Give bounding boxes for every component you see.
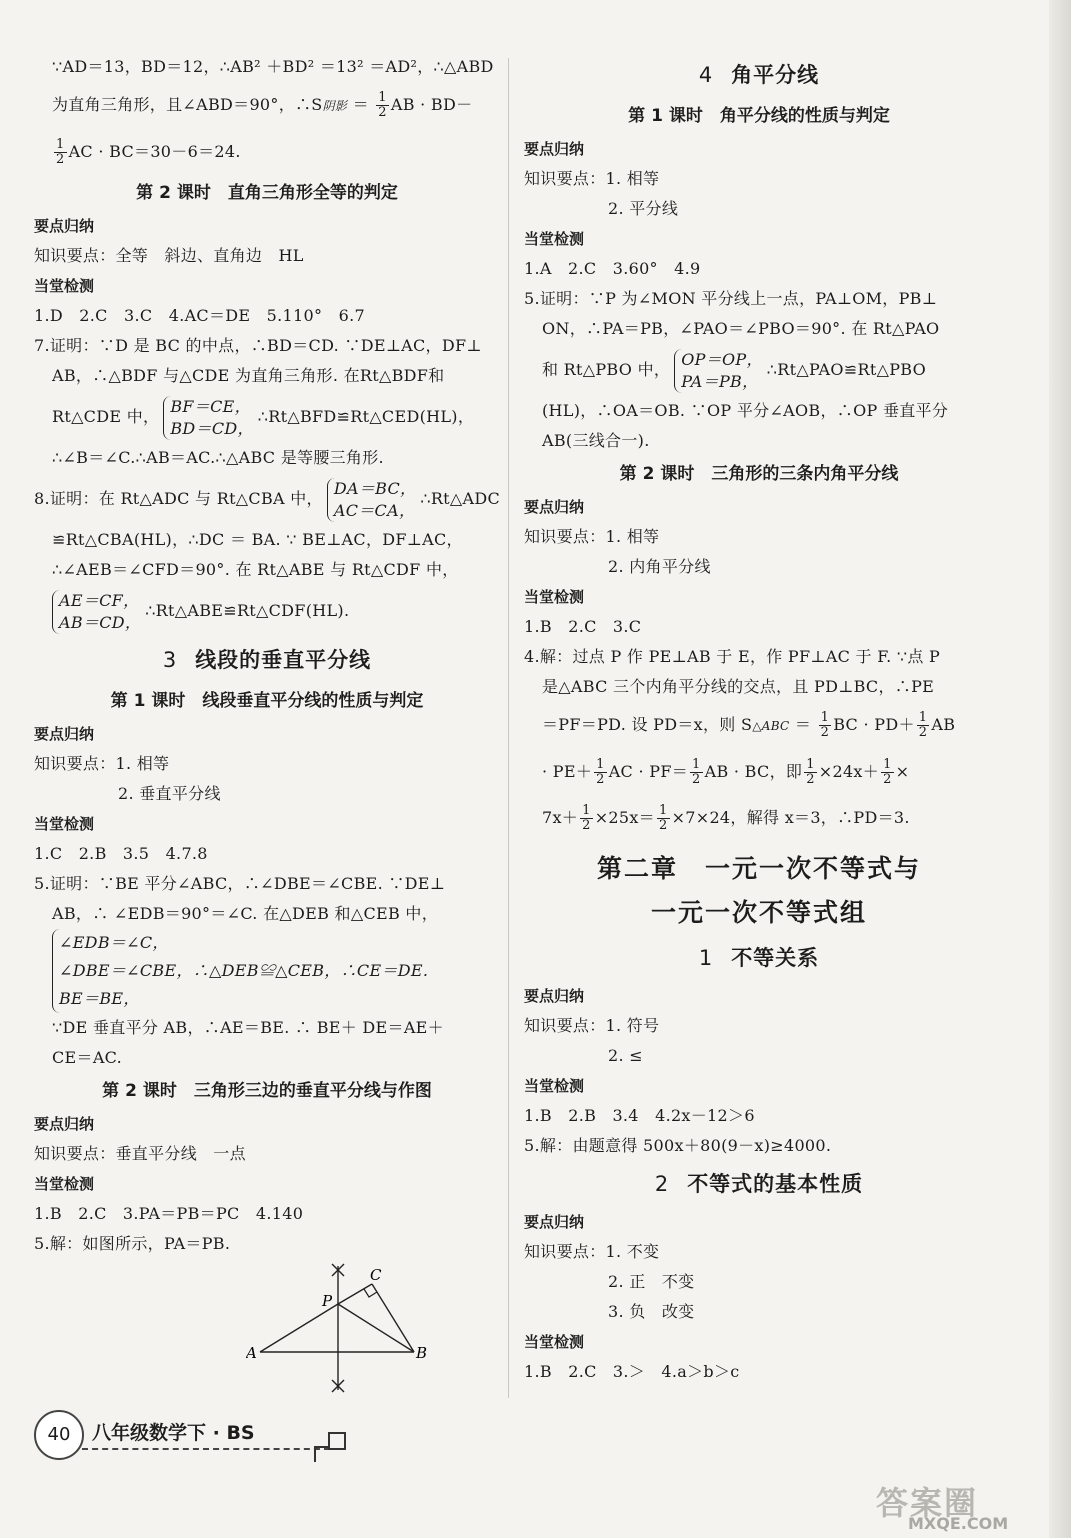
- numerator: 1: [582, 803, 591, 818]
- knowledge-points: 知识要点：全等 斜边、直角边 HL: [34, 246, 304, 265]
- knowledge-points: 知识要点：1. 相等: [524, 527, 660, 546]
- section-name: 角平分线: [731, 63, 820, 87]
- text: 8.证明：在 Rt△ADC 与 Rt△CBA 中，: [34, 489, 323, 508]
- page-edge: [1049, 0, 1071, 1538]
- text: ∴Rt△BFD≌Rt△CED(HL)，: [257, 407, 475, 426]
- proof-line: [524, 344, 994, 396]
- text: ∴Rt△PAO≌Rt△PBO: [766, 360, 927, 379]
- equation: ∠EDB＝∠C，: [59, 933, 169, 952]
- fraction: [594, 758, 607, 787]
- text: · PE＋: [542, 762, 593, 781]
- proof-line: 是△ABC 三个内角平分线的交点，且 PD⊥BC，∴PE: [542, 677, 935, 696]
- knowledge-points: 2. 平分线: [608, 199, 679, 218]
- text: ＝PF＝PD. 设 PD＝x，则 S: [542, 715, 753, 734]
- numerator: 1: [806, 757, 815, 772]
- answers: 1.A 2.C 3.60° 4.9: [524, 259, 701, 278]
- text: AC · BC＝30－6＝24.: [68, 142, 241, 161]
- answers: 1.B 2.C 3.＞ 4.a＞b＞c: [524, 1362, 740, 1381]
- denominator: 2: [883, 772, 892, 787]
- label-a: A: [246, 1344, 257, 1362]
- numerator: 1: [378, 90, 387, 105]
- footer-dashed-line: [82, 1448, 330, 1450]
- footer-decoration: [328, 1432, 346, 1450]
- lesson-title: 第 2 课时 三角形三边的垂直平分线与作图: [102, 1081, 432, 1101]
- fraction: [804, 758, 817, 787]
- denominator: 2: [596, 772, 605, 787]
- equation: PA＝PB，: [681, 371, 759, 391]
- lesson-title: 第 1 课时 线段垂直平分线的性质与判定: [110, 691, 424, 711]
- heading-dangtang: 当堂检测: [34, 815, 95, 833]
- fraction: [657, 804, 670, 833]
- text: ∴Rt△ADC: [420, 489, 501, 508]
- subscript: △ABC: [752, 719, 790, 733]
- knowledge-points: 2. 内角平分线: [608, 557, 711, 576]
- equation: BF＝CE，: [170, 396, 251, 416]
- equation: AC＝CA，: [333, 500, 416, 520]
- section-name: 线段的垂直平分线: [195, 648, 372, 672]
- numerator: 1: [658, 803, 668, 818]
- proof-line: AB，∴ ∠EDB＝90°＝∠C. 在△DEB 和△CEB 中，: [52, 904, 439, 923]
- heading-dangtang: 当堂检测: [34, 1175, 95, 1193]
- text: ∴Rt△ABE≌Rt△CDF(HL).: [145, 601, 350, 620]
- proof-line: ∵AD＝13，BD＝12，∴AB² ＋BD² ＝13² ＝AD²，∴△ABD: [52, 57, 494, 76]
- label-c: C: [370, 1266, 382, 1284]
- equation-system: [674, 349, 763, 393]
- text: BC · PD＋: [833, 715, 915, 734]
- text: Rt△CDE 中，: [52, 407, 160, 426]
- knowledge-points: 2. 垂直平分线: [118, 784, 221, 803]
- fraction: [819, 711, 832, 740]
- heading-yaodian: 要点归纳: [524, 1213, 585, 1231]
- heading-yaodian: 要点归纳: [34, 725, 95, 743]
- fraction: [881, 758, 894, 787]
- section-title: [34, 637, 500, 683]
- answers: 1.C 2.B 3.5 4.7.8: [34, 844, 208, 863]
- lesson-title: 第 2 课时 直角三角形全等的判定: [136, 183, 398, 203]
- text: ×25x＝: [594, 808, 655, 827]
- equation: OP＝OP，: [681, 349, 763, 369]
- knowledge-points: 知识要点：1. 符号: [524, 1016, 660, 1035]
- equation-system: [327, 478, 416, 522]
- answers: 1.D 2.C 3.C 4.AC＝DE 5.110° 6.7: [34, 306, 365, 325]
- left-column: [34, 52, 500, 1259]
- watermark-text: 答案圈: [876, 1484, 979, 1522]
- chapter-title: 一元一次不等式组: [650, 898, 867, 927]
- proof-line: [34, 129, 500, 175]
- proof-line: 4.解：过点 P 作 PE⊥AB 于 E，作 PF⊥AC 于 F. ∵点 P: [524, 647, 941, 666]
- heading-yaodian: 要点归纳: [524, 987, 585, 1005]
- equation: BD＝CD，: [170, 418, 254, 438]
- knowledge-points: 知识要点：1. 相等: [34, 754, 170, 773]
- fraction: [917, 711, 930, 740]
- text: AC · PF＝: [608, 762, 689, 781]
- equation-system: [52, 590, 141, 634]
- equation: ∠DBE＝∠CBE，∴△DEB≌△CEB，∴CE＝DE.: [59, 961, 429, 980]
- proof-line: [34, 585, 500, 637]
- knowledge-points: 2. 正 不变: [608, 1272, 695, 1291]
- heading-dangtang: 当堂检测: [524, 1333, 585, 1351]
- numerator: 1: [883, 757, 892, 772]
- text: AB: [931, 715, 956, 734]
- text: ×: [895, 762, 910, 781]
- text: 7x＋: [542, 808, 579, 827]
- footer-decoration: [314, 1446, 330, 1462]
- text: 为直角三角形，且∠ABD＝90°，∴S: [52, 95, 323, 114]
- text: ＝: [347, 95, 375, 114]
- equation: AB＝CD，: [59, 612, 142, 632]
- subscript: 阴影: [322, 99, 348, 113]
- knowledge-points: 3. 负 改变: [608, 1302, 695, 1321]
- page-number: 40: [34, 1410, 84, 1460]
- denominator: 2: [56, 152, 65, 167]
- denominator: 2: [692, 772, 701, 787]
- proof-line: (HL)，∴OA＝OB. ∵OP 平分∠AOB，∴OP 垂直平分: [542, 401, 949, 420]
- equation-system: [163, 396, 253, 440]
- geometry-figure: [246, 1262, 446, 1400]
- section-number: 3: [162, 648, 178, 672]
- label-p: P: [322, 1292, 333, 1310]
- section-number: 4: [698, 63, 714, 87]
- text: ×7×24，解得 x＝3，∴PD＝3.: [671, 808, 910, 827]
- knowledge-points: 知识要点：1. 不变: [524, 1242, 660, 1261]
- proof-line: [524, 702, 994, 749]
- fraction: [376, 91, 389, 120]
- text: ×24x＋: [818, 762, 880, 781]
- book-title: 八年级数学下 · BS: [92, 1422, 255, 1444]
- numerator: 1: [56, 137, 65, 152]
- section-title: [524, 1161, 994, 1207]
- denominator: 2: [806, 772, 815, 787]
- proof-line: ∴∠B＝∠C.∴AB＝AC.∴△ABC 是等腰三角形.: [52, 448, 384, 467]
- denominator: 2: [582, 818, 591, 833]
- equation: BE＝BE，: [59, 989, 140, 1008]
- proof-line: [524, 749, 994, 795]
- segment-ap: [260, 1304, 338, 1352]
- proof-line: [524, 795, 994, 841]
- heading-yaodian: 要点归纳: [524, 140, 585, 158]
- denominator: 2: [378, 105, 387, 120]
- heading-dangtang: 当堂检测: [524, 230, 585, 248]
- heading-dangtang: 当堂检测: [524, 1077, 585, 1095]
- answers: 1.B 2.C 3.C: [524, 617, 642, 636]
- heading-yaodian: 要点归纳: [34, 1115, 95, 1133]
- proof-line: [34, 473, 500, 525]
- right-column: [524, 52, 994, 1387]
- denominator: 2: [658, 818, 668, 833]
- fraction: [690, 758, 703, 787]
- section-title: [524, 935, 994, 981]
- proof-line: ∵DE 垂直平分 AB，∴AE＝BE. ∴ BE＋ DE＝AE＋: [52, 1018, 444, 1037]
- knowledge-points: 知识要点：垂直平分线 一点: [34, 1144, 246, 1163]
- section-title: [524, 52, 994, 98]
- section-number: 1: [698, 946, 714, 970]
- lesson-title: 第 2 课时 三角形的三条内角平分线: [619, 464, 899, 484]
- denominator: 2: [820, 725, 830, 740]
- proof-line: ∴∠AEB＝∠CFD＝90°. 在 Rt△ABE 与 Rt△CDF 中，: [52, 560, 459, 579]
- heading-dangtang: 当堂检测: [34, 277, 95, 295]
- text: AB · BC，即: [704, 762, 803, 781]
- denominator: 2: [918, 725, 928, 740]
- heading-yaodian: 要点归纳: [34, 217, 95, 235]
- proof-line: CE＝AC.: [52, 1048, 123, 1067]
- label-b: B: [416, 1344, 428, 1362]
- fraction: [54, 138, 67, 167]
- answers: 1.B 2.B 3.4 4.2x－12＞6: [524, 1106, 755, 1125]
- knowledge-points: 知识要点：1. 相等: [524, 169, 660, 188]
- section-name: 不等式的基本性质: [687, 1172, 864, 1196]
- knowledge-points: 2. ≤: [608, 1046, 643, 1065]
- column-divider: [508, 58, 509, 1398]
- heading-dangtang: 当堂检测: [524, 588, 585, 606]
- numerator: 1: [918, 710, 928, 725]
- numerator: 1: [596, 757, 605, 772]
- proof-line: AB(三线合一).: [542, 431, 650, 450]
- proof-line: 7.证明：∵D 是 BC 的中点，∴BD＝CD. ∵DE⊥AC，DF⊥: [34, 336, 482, 355]
- numerator: 1: [692, 757, 701, 772]
- watermark-url: MXQE.COM: [908, 1514, 1009, 1533]
- segment-pb: [338, 1304, 414, 1352]
- proof-line: ≌Rt△CBA(HL)，∴DC ＝ BA. ∵ BE⊥AC，DF⊥AC，: [52, 530, 463, 549]
- watermark: [876, 1478, 1046, 1534]
- equation: DA＝BC，: [333, 478, 417, 498]
- text: AB · BD－: [390, 95, 473, 114]
- proof-line: AB，∴△BDF 与△CDE 为直角三角形. 在Rt△BDF和: [52, 366, 445, 385]
- lesson-title: 第 1 课时 角平分线的性质与判定: [628, 106, 890, 126]
- proof-line: [34, 929, 500, 1013]
- section-number: 2: [654, 1172, 670, 1196]
- text: ＝: [789, 715, 817, 734]
- proof-line: 5.证明：∵P 为∠MON 平分线上一点，PA⊥OM，PB⊥: [524, 289, 938, 308]
- proof-line: 5.解：如图所示，PA＝PB.: [34, 1234, 231, 1253]
- answers: 5.解：由题意得 500x＋80(9－x)≥4000.: [524, 1136, 832, 1155]
- text: 和 Rt△PBO 中，: [542, 360, 671, 379]
- chapter-title: 第二章 一元一次不等式与: [596, 854, 921, 883]
- heading-yaodian: 要点归纳: [524, 498, 585, 516]
- proof-line: [34, 391, 500, 443]
- segment-cb: [372, 1284, 414, 1352]
- proof-line: [34, 82, 500, 129]
- proof-line: 5.证明：∵BE 平分∠ABC，∴∠DBE＝∠CBE. ∵DE⊥: [34, 874, 446, 893]
- answers: 1.B 2.C 3.PA＝PB＝PC 4.140: [34, 1204, 304, 1223]
- equation: AE＝CF，: [59, 590, 140, 610]
- numerator: 1: [820, 710, 830, 725]
- fraction: [580, 804, 593, 833]
- page-footer: [34, 1408, 354, 1460]
- equation-system: [52, 929, 428, 1013]
- proof-line: ON，∴PA＝PB，∠PAO＝∠PBO＝90°. 在 Rt△PAO: [542, 319, 940, 338]
- section-name: 不等关系: [731, 946, 820, 970]
